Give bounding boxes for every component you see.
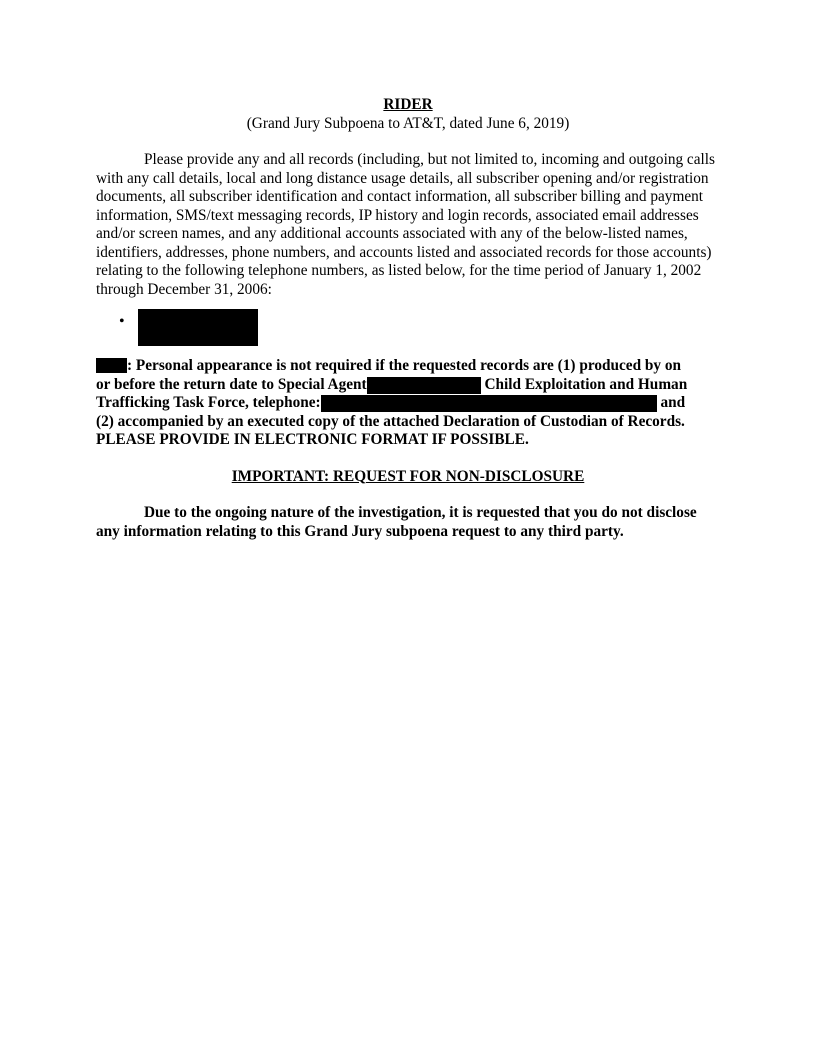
rider-title: RIDER — [383, 96, 433, 113]
note-line-2-tail: Child Exploitation and Human — [480, 375, 688, 393]
redacted-telephone-number — [138, 309, 258, 346]
note-line-1-text: : Personal appearance is not required if the requested records are (1) produced by on — [127, 357, 682, 374]
redacted-note-label — [96, 358, 127, 373]
redacted-telephone — [321, 395, 657, 412]
rider-subtitle: (Grand Jury Subpoena to AT&T, dated June 6, 2019) — [246, 114, 570, 132]
nondisclosure-heading: IMPORTANT: REQUEST FOR NON-DISCLOSURE — [231, 467, 585, 485]
note-line-3-tail: and — [656, 394, 686, 411]
note-line-1 — [96, 357, 720, 376]
note-line-4: (2) accompanied by an executed copy of the attached Declaration of Custodian of Records. — [96, 412, 685, 430]
records-request-paragraph: Please provide any and all records (including, but not limited to, incoming and outgoing calls with any call details, local and long distance usage details, all subscriber opening and/or registration documents, all subscriber identification and contact information, all subscriber billing and payment information, SMS/text messaging records, IP history and login records, associated email addresses and/or screen names, and any additional accounts associated with any of the below-listed names, identifiers, addresses, phone numbers, and accounts listed and associated records for those accounts) relating to the following telephone numbers, as listed below, for the time period of January 1, 2002 through December 31, 2006: — [96, 151, 715, 298]
note-line-2-text: or before the return date to Special Agent — [96, 375, 367, 393]
personal-appearance-note — [96, 357, 720, 450]
note-line-3 — [96, 394, 720, 413]
note-line-5: PLEASE PROVIDE IN ELECTRONIC FORMAT IF POSSIBLE. — [96, 431, 529, 448]
note-line-3-text: Trafficking Task Force, telephone: — [96, 394, 321, 411]
note-line-2 — [96, 376, 720, 395]
nondisclosure-paragraph: Due to the ongoing nature of the investigation, it is requested that you do not disclose any information relating to this Grand Jury subpoena request to any third party. — [96, 504, 697, 540]
redacted-agent-name — [367, 377, 481, 394]
bullet-marker: • — [119, 313, 125, 330]
telephone-number-list — [96, 305, 720, 345]
rider-page — [96, 96, 720, 541]
